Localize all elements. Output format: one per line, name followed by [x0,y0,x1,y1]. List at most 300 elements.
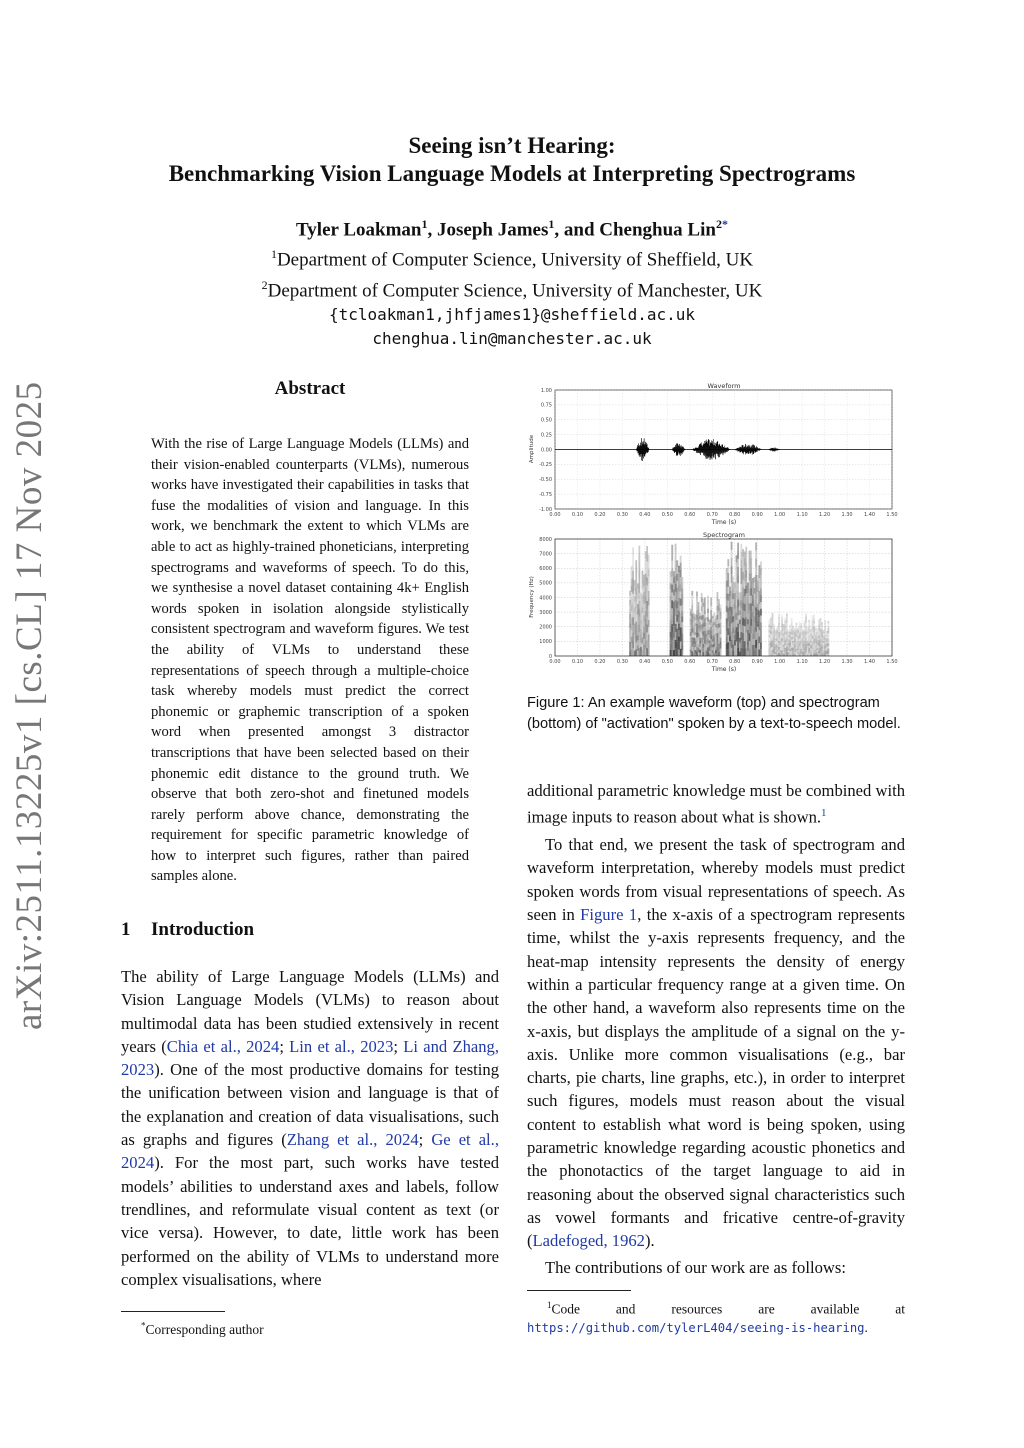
spectrogram-cell [754,611,756,617]
spectrogram-cell [826,644,828,646]
spectrogram-cell [826,633,828,635]
spectrogram-cell [637,625,639,630]
spectrogram-cell [729,606,731,611]
spectrogram-cell [643,586,645,592]
spectrogram-cell [760,615,762,622]
spectrogram-cell [805,626,807,629]
spectrogram-cell [747,588,749,593]
spectrogram-x-label: Time (s) [711,666,737,673]
spectrogram-cell [744,589,746,596]
spectrogram-cell [632,594,634,602]
spectrogram-cell [804,633,806,636]
spectrogram-cell [810,630,812,632]
spectrogram-cell [701,638,703,643]
spectrogram-cell [747,630,749,635]
spectrogram-x-tick-label: 1.10 [796,659,808,665]
spectrogram-cell [643,621,645,627]
spectrogram-cell [796,627,798,629]
spectrogram-cell [781,641,783,644]
spectrogram-cell [752,611,754,617]
waveform-title: Waveform [707,383,741,390]
spectrogram-cell [693,616,695,619]
spectrogram-cell [818,643,820,646]
spectrogram-cell [713,644,715,647]
spectrogram-cell [818,646,820,649]
spectrogram-cell [784,653,786,656]
spectrogram-cell [789,643,791,645]
spectrogram-cell [699,650,701,653]
spectrogram-cell [637,620,639,625]
spectrogram-cell [713,631,715,634]
spectrogram-cell [755,575,757,583]
spectrogram-cell [821,632,823,634]
spectrogram-cell [808,646,810,649]
spectrogram-x-tick-label: 0.50 [661,659,673,665]
spectrogram-cell [740,616,742,624]
spectrogram-cell [676,581,678,588]
author-1-affil: 1 [421,217,428,231]
spectrogram-cell [826,636,828,638]
title-line-2: Benchmarking Vision Language Models at Interpreting Spectrograms [168,161,856,186]
spectrogram-cell [640,597,642,602]
spectrogram-cell [727,601,729,608]
arxiv-identifier: arXiv:2511.13225v1 [cs.CL] 17 Nov 2025 [9,381,50,1030]
spectrogram-cell [804,621,806,624]
spectrogram-cell [818,635,820,638]
spectrogram-cell [750,596,752,604]
spectrogram-cell [768,651,770,654]
spectrogram-cell [786,620,788,623]
spectrogram-x-ticks [549,659,897,665]
spectrogram-cell [799,639,801,641]
spectrogram-cell [821,639,823,641]
spectrogram-cell [799,622,801,624]
spectrogram-cell [750,573,752,581]
spectrogram-cell [750,558,752,566]
waveform-x-tick-label: 0.80 [729,512,741,518]
spectrogram-cell [698,652,700,656]
spectrogram-cell [645,589,647,596]
spectrogram-cell [812,633,814,636]
spectrogram-cell [640,642,642,647]
spectrogram-cell [718,623,720,627]
spectrogram-cell [791,640,793,643]
spectrogram-cell [678,630,680,636]
spectrogram-cell [789,627,791,629]
spectrogram-cell [826,642,828,644]
figure-1-reference[interactable]: Figure 1 [580,905,638,925]
spectrogram-cell [706,642,708,645]
citation-zhang[interactable]: Zhang et al., 2024 [286,1130,419,1150]
section-number: 1 [121,919,131,940]
spectrogram-cell [693,625,695,628]
spectrogram-cell [676,560,678,567]
spectrogram-cell [776,630,778,632]
corresponding-mark[interactable]: * [721,217,728,231]
spectrogram-cell [646,625,648,633]
spectrogram-cell [720,619,722,623]
spectrogram-cell [646,601,648,609]
spectrogram-cell [709,635,711,638]
spectrogram-cell [635,608,637,615]
spectrogram-cell [739,620,741,625]
spectrogram-cell [760,575,762,582]
spectrogram-cell [784,623,786,626]
footnote-ref-1[interactable]: 1 [821,807,827,820]
spectrogram-cell [747,619,749,624]
spectrogram-cell [755,551,757,559]
spectrogram-cell [826,631,828,633]
spectrogram-cell [732,639,734,645]
spectrogram-cell [632,625,634,633]
spectrogram-cell [789,636,791,638]
spectrogram-cell [729,621,731,626]
spectrogram-cell [635,649,637,656]
spectrogram-cell [736,555,738,562]
spectrogram-cell [780,651,782,653]
spectrogram-cell [718,615,720,619]
waveform-y-tick-label: -0.50 [539,477,552,484]
spectrogram-cell [783,645,785,647]
spectrogram-cell [709,622,711,625]
code-url-link[interactable]: https://github.com/tylerL404/seeing-is-hearing [527,1320,865,1335]
spectrogram-cell [745,633,747,641]
spectrogram-cell [788,649,790,651]
citation-ge[interactable]: Ge et al., 2024 [121,1130,499,1173]
spectrogram-cell [792,630,794,632]
spectrogram-cell [707,626,709,630]
spectrogram-cell [740,552,742,560]
waveform-burst [672,443,685,456]
spectrogram-cell [731,558,733,566]
spectrogram-cell [680,577,682,584]
spectrogram-cell [642,638,644,644]
spectrogram-cell [789,645,791,647]
spectrogram-cell [768,619,770,622]
spectrogram-cell [799,649,801,651]
spectrogram-cell [675,648,677,656]
spectrogram-cell [648,591,650,598]
waveform-x-ticks [549,512,897,518]
spectrogram-cell [729,636,731,641]
spectrogram-cell [715,639,717,642]
spectrogram-cell [676,594,678,601]
spectrogram-cell [797,646,799,648]
spectrogram-cell [713,641,715,644]
spectrogram-cell [717,638,719,643]
spectrogram-y-tick-label: 5000 [539,580,552,587]
spectrogram-cell [675,624,677,632]
spectrogram-cell [816,644,818,646]
spectrogram-cell [758,604,760,610]
spectrogram-cell [715,618,717,621]
spectrogram-cell [631,650,633,656]
spectrogram-cell [706,623,708,626]
spectrogram-cell [744,626,746,633]
spectrogram-cell [702,627,704,631]
waveform-burst [636,438,649,461]
spectrogram-cell [706,637,708,640]
spectrogram-cell [629,623,631,628]
spectrogram-cell [805,614,807,617]
citation-chia[interactable]: Chia et al., 2024 [166,1036,280,1056]
spectrogram-cell [709,630,711,633]
spectrogram-cell [783,638,785,640]
spectrogram-cell [752,623,754,629]
spectrogram-cell [808,638,810,641]
spectrogram-cell [786,632,788,635]
spectrogram-cell [646,554,648,562]
spectrogram-cell [750,551,752,559]
spectrogram-cell [781,635,783,638]
spectrogram-cell [745,601,747,609]
spectrogram-cell [804,651,806,654]
spectrogram-cell [808,620,810,623]
spectrogram-cell [754,616,756,622]
waveform-x-tick-label: 0.50 [661,512,673,518]
spectrogram-cell [823,639,825,641]
spectrogram-cell [747,598,749,603]
spectrogram-cell [772,634,774,637]
spectrogram-cell [713,650,715,653]
spectrogram-cell [670,589,672,595]
spectrogram-cell [726,587,728,593]
spectrogram-cell [706,650,708,653]
spectrogram-cell [807,629,809,631]
spectrogram-cell [744,551,746,558]
spectrogram-cell [678,572,680,578]
spectrogram-cell [808,630,810,633]
spectrogram-cell [776,628,778,630]
spectrogram-cell [776,639,778,641]
spectrogram-cell [758,630,760,636]
spectrogram-cell [676,601,678,608]
spectrogram-cell [675,600,677,608]
spectrogram-cell [646,546,648,554]
spectrogram-cell [789,630,791,632]
spectrogram-cell [796,654,798,656]
spectrogram-cell [713,628,715,631]
spectrogram-cell [783,640,785,642]
spectrogram-cell [796,637,798,639]
spectrogram-cell [702,619,704,623]
spectrogram-cell [698,602,700,606]
spectrogram-cell [742,641,744,649]
spectrogram-cell [638,561,640,569]
spectrogram-cell [820,621,822,624]
spectrogram-cell [704,631,706,635]
spectrogram-cell [718,607,720,611]
spectrogram-cell [754,650,756,656]
spectrogram-cell [800,625,802,627]
spectrogram-cell [818,620,820,623]
spectrogram-cell [695,629,697,632]
spectrogram-cell [768,640,770,643]
spectrogram-cell [781,621,783,624]
spectrogram-cell [643,580,645,586]
spectrogram-cell [807,631,809,633]
spectrogram-cell [797,634,799,636]
spectrogram-cell [775,631,777,633]
spectrogram-cell [820,653,822,656]
spectrogram-cell [770,617,772,620]
spectrogram-cell [680,606,682,613]
spectrogram-cell [742,549,744,557]
spectrogram-cell [710,631,712,635]
spectrogram-cell [755,607,757,615]
spectrogram-cell [752,589,754,595]
spectrogram-cell [709,625,711,628]
spectrogram-cell [754,628,756,634]
spectrogram-cell [702,635,704,639]
spectrogram-cell [742,610,744,618]
spectrogram-cell [784,626,786,629]
spectrogram-cell [750,603,752,611]
spectrogram-cell [675,608,677,616]
spectrogram-cell [758,591,760,597]
spectrogram-cell [731,615,733,623]
spectrogram-cell [673,608,675,614]
spectrogram-cell [794,652,796,654]
spectrogram-cell [634,596,636,601]
spectrogram-y-tick-label: 1000 [539,639,552,646]
spectrogram-cell [729,626,731,631]
spectrogram-cell [727,580,729,587]
spectrogram-cell [699,638,701,641]
spectrogram-cell [808,628,810,631]
spectrogram-cell [637,630,639,635]
spectrogram-cell [693,628,695,631]
spectrogram-cell [739,611,741,616]
spectrogram-cell [740,544,742,552]
spectrogram-cell [698,617,700,621]
spectrogram-cell [739,629,741,634]
spectrogram-cell [729,651,731,656]
spectrogram-cell [635,588,637,595]
spectrogram-cell [775,652,777,654]
spectrogram-cell [770,650,772,653]
spectrogram-cell [784,629,786,632]
spectrogram-cell [701,611,703,616]
spectrogram-cell [754,582,756,588]
spectrogram-cell [823,634,825,636]
spectrogram-cell [789,649,791,651]
spectrogram-cell [818,638,820,641]
spectrogram-cell [715,647,717,650]
spectrogram-cell [707,647,709,651]
spectrogram-cell [634,623,636,628]
spectrogram-cell [704,618,706,622]
spectrogram-cell [646,640,648,648]
spectrogram-cell [640,633,642,638]
citation-lin[interactable]: Lin et al., 2023 [289,1036,394,1056]
spectrogram-cell [695,641,697,644]
spectrogram-cell [648,555,650,562]
spectrogram-cell [695,635,697,638]
spectrogram-cell [707,613,709,617]
author-3: , and Chenghua Lin [554,219,716,241]
spectrogram-cell [740,560,742,568]
spectrogram-x-tick-label: 1.30 [841,659,853,665]
spectrogram-cell [736,562,738,569]
spectrogram-cell [707,600,709,604]
spectrogram-cell [678,624,680,630]
spectrogram-cell [797,644,799,646]
spectrogram-cell [717,592,719,597]
spectrogram-cell [772,638,774,641]
spectrogram-cell [678,592,680,598]
spectrogram-cell [717,615,719,620]
spectrogram-cell [643,604,645,610]
citation-li-zhang[interactable]: Li and Zhang, 2023 [121,1036,499,1080]
spectrogram-cell [815,650,817,652]
spectrogram-cell [717,633,719,638]
spectrogram-cell [772,616,774,619]
spectrogram-cell [773,647,775,649]
spectrogram-cell [788,652,790,654]
spectrogram-cell [706,628,708,631]
spectrogram-cell [676,649,678,656]
spectrogram-cell [696,642,698,647]
spectrogram-cell [729,646,731,651]
spectrogram-y-tick-label: 4000 [539,595,552,602]
citation-ladefoged[interactable]: Ladefoged, 1962 [532,1231,645,1251]
spectrogram-cell [775,633,777,635]
author-names [0,212,1024,242]
spectrogram-cell [808,622,810,625]
spectrogram-cell [742,625,744,633]
spectrogram-cell [752,628,754,634]
spectrogram-cell [720,623,722,627]
spectrogram-y-tick-label: 8000 [539,536,552,543]
spectrogram-cell [780,640,782,642]
spectrogram-cell [755,567,757,575]
spectrogram-cell [671,632,673,640]
spectrogram-cell [710,648,712,652]
spectrogram-cell [804,631,806,634]
spectrogram-cell [792,647,794,649]
spectrogram-cell [821,646,823,648]
spectrogram-cell [645,649,647,656]
spectrogram-cell [706,648,708,651]
spectrogram-cell [713,653,715,656]
spectrogram-cell [770,623,772,626]
spectrogram-cell [704,643,706,647]
spectrogram-cell [642,607,644,613]
spectrogram-cell [758,611,760,617]
spectrogram-cell [788,632,790,634]
spectrogram-cell [808,640,810,643]
spectrogram-cell [638,569,640,577]
spectrogram-cell [642,613,644,619]
spectrogram-cell [671,577,673,585]
author-3-affil: 2* [715,217,728,231]
spectrogram-x-tick-label: 1.00 [774,659,786,665]
spectrogram-cell [820,640,822,643]
spectrogram-cell [727,566,729,573]
spectrogram-cell [792,628,794,630]
spectrogram-cell [775,638,777,640]
spectrogram-cell [737,575,739,583]
spectrogram-cell [815,630,817,632]
spectrogram-cell [670,644,672,650]
spectrogram-cell [740,592,742,600]
spectrogram-cell [812,630,814,633]
spectrogram-cell [772,613,774,616]
spectrogram-cell [699,653,701,656]
spectrogram-cell [816,636,818,638]
spectrogram-cell [740,624,742,632]
